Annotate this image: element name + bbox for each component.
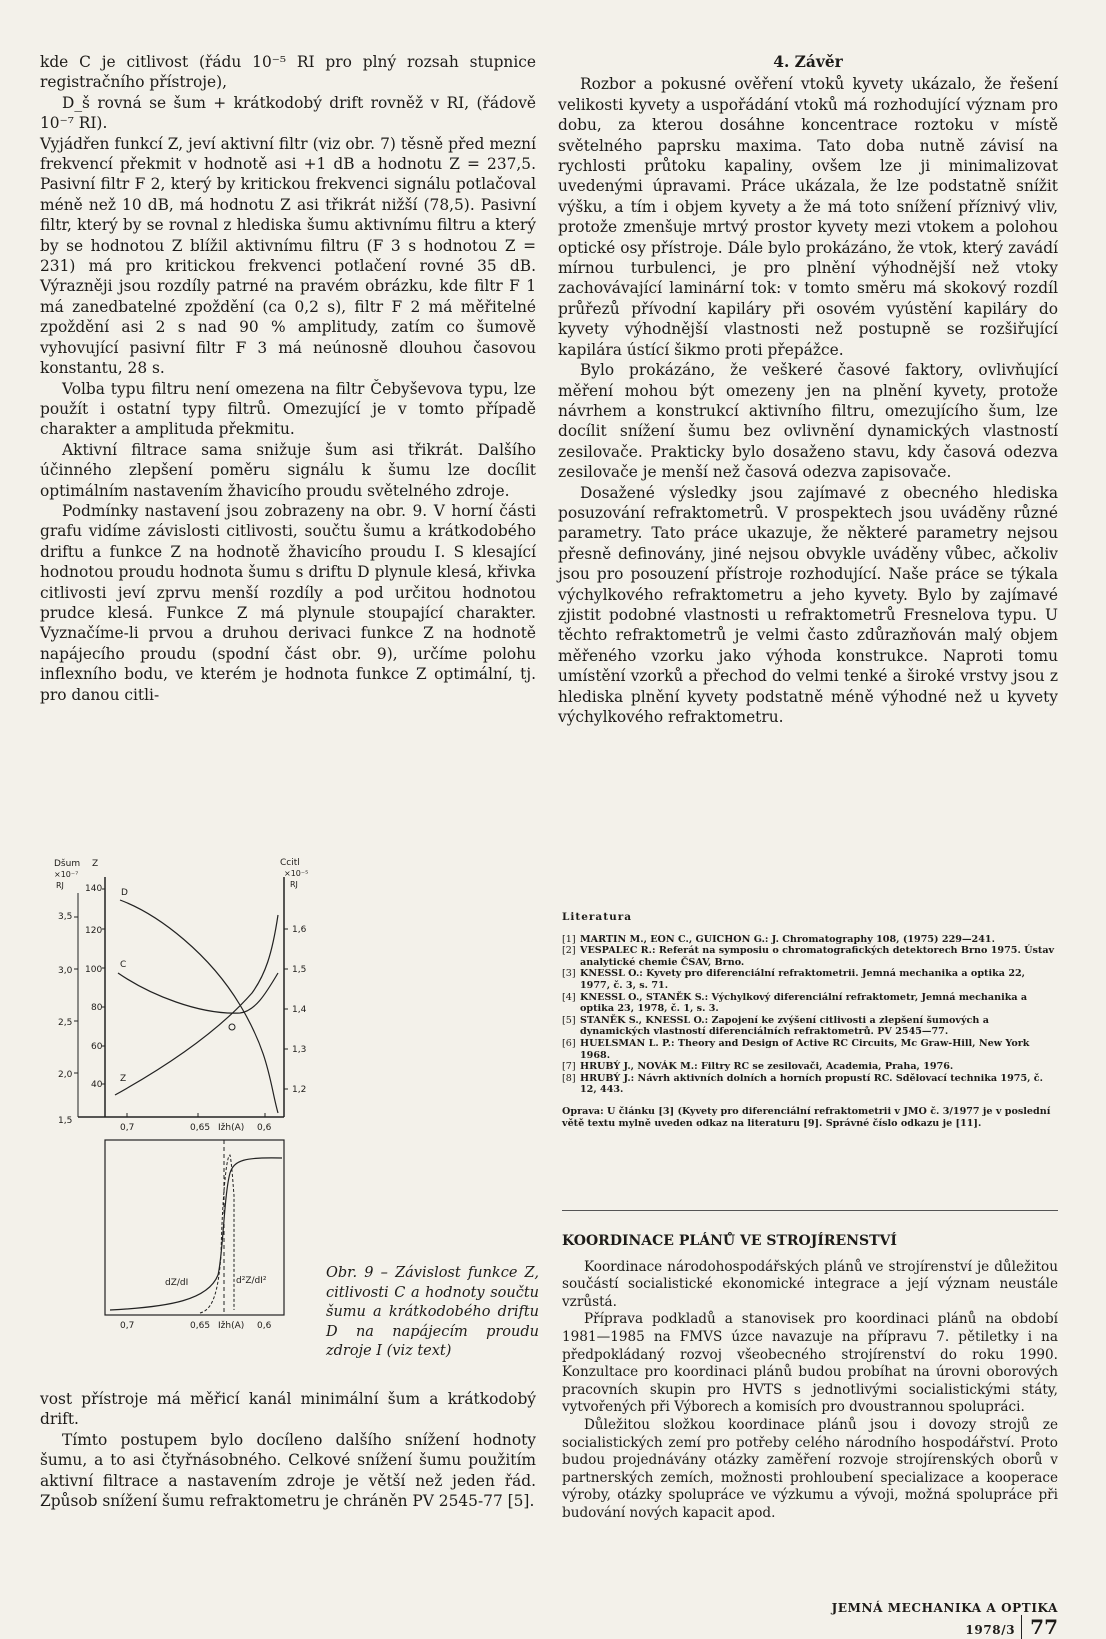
curve-label-d: D (121, 888, 128, 898)
z-tick: 80 (91, 1003, 103, 1013)
c-tick: 1,5 (292, 965, 307, 975)
c-tick: 1,2 (292, 1085, 307, 1095)
first-derivative-label: dZ/dI (165, 1278, 189, 1288)
figure-caption: Obr. 9 – Závislost funkce Z, citlivosti C a hodnoty součtu šumu a krátkodobého driftu D na napájecím proudu zdroje I (viz text) (326, 1265, 539, 1359)
reference-number: [4] (562, 991, 576, 1003)
z-tick: 40 (91, 1080, 103, 1090)
reference-text: STANĚK S., KNESSL O.: Zapojení ke zvýšení citlivosti a zlepšení šumových a dynamických vlastností diferenciálních refraktometrů. PV 2545—77. (580, 1014, 989, 1038)
paragraph: Vyjádřen funkcí Z, jeví aktivní filtr (viz obr. 7) těsně před mezní frekvencí překmit v hodnotě asi +1 dB a hodnotu Z = 237,5. Pasivní filtr F 2, který by kritickou frekvenci signálu potlačoval méně než 10 dB, má hodnotu Z asi třikrát nižší (78,5). Pasivní filtr, který by se rovnal z hlediska šumu aktivnímu filtru a který by se hodnotou Z blížil aktivnímu filtru (F 3 s hodnotou Z = 231) má pro kritickou frekvenci potlačení rovné 35 dB. Výrazněji jsou rozdíly patrné na pravém obrázku, kde filtr F 1 má zanedbatelné zpoždění (ca 0,2 s), filtr F 2 má měřitelné zpoždění asi 2 s nad 90 % amplitudy, zatím co šumově vyhovující pasivní filtr F 3 má neúnosně dlouhou časovou konstantu, 28 s. (40, 134, 536, 378)
x-axis-label: Ižh(A) (218, 1123, 245, 1133)
curve-first-derivative (110, 1158, 282, 1310)
z-tick: 60 (91, 1042, 103, 1052)
z-tick: 140 (85, 884, 103, 894)
paragraph: Volba typu filtru není omezena na filtr Čebyševova typu, lze použít i ostatní typy filtrů. Omezující je v tomto případě charakter a amplituda překmitu. (40, 379, 536, 439)
paragraph: Dosažené výsledky jsou zajímavé z obecného hlediska posuzování refraktometrů. V prospektech jsou uváděny různé parametry. Tato práce ukazuje, že některé parametry nejsou přesně definovány, jiné nejsou obvykle uváděny vůbec, ačkoliv jsou pro posouzení přístroje rozhodující. Naše práce se týkala výchylkového refraktometru a jeho kyvety. Bylo by zajímavé zjistit podobné vlastnosti u refraktometrů Fresnelova typu. U těchto refraktometrů je velmi často zdůrazňován malý objem měřeného vzorku jako výhoda konstrukce. Naproti tomu umístění vzorků a přechod do velmi tenké a široké vrstvy jsou z hlediska plnění kyvety podstatně méně výhodné než u kyvety výchylkového refraktometru. (558, 483, 1058, 726)
paragraph: Příprava podkladů a stanovisek pro koordinaci plánů na období 1981—1985 na FMVS úzce navazuje na přípravu 7. pětiletky i na předpokládaný rozvoj všeobecného strojírenství do roku 1990. Konzultace pro koordinaci plánů budou probíhat na úrovni oborových pracovních skupin pro HVTS s jednotlivými socialistickými státy, vytvořených při Výborech a komisích pro dvoustrannou spolupráci. (562, 1311, 1058, 1416)
figure-9 (40, 855, 340, 1345)
reference-number: [1] (562, 933, 576, 945)
reference-text: VESPALEC R.: Referát na symposiu o chromatografických detektorech Brno 1975. Ústav analytické chemie ČSAV, Brno. (580, 945, 1055, 968)
erratum-note: Oprava: U článku [3] (Kyvety pro diferenciální refraktometrii v JMO č. 3/1977 je v poslední větě textu mylně uveden odkaz na literaturu [9]. Správné číslo odkazu je [11]. (562, 1105, 1051, 1129)
c-axis-unit-2: RJ (290, 880, 298, 889)
figure-top-plot (54, 858, 308, 1133)
reference-number: [7] (562, 1061, 576, 1073)
reference-text: HRUBÝ J., NOVÁK M.: Filtry RC se zesilovači, Academia, Praha, 1976. (580, 1061, 954, 1073)
figure-bottom-plot (105, 1140, 284, 1331)
article-title: KOORDINACE PLÁNŮ VE STROJÍRENSTVÍ (562, 1233, 897, 1249)
paragraph: D_š rovná se šum + krátkodobý drift rovněž v RI, (řádově 10⁻⁷ RI). (40, 93, 536, 133)
left-column-continuation (40, 1389, 536, 1511)
right-column (558, 52, 1058, 727)
page-number: 77 (1021, 1615, 1058, 1639)
reference-item (562, 1038, 1058, 1061)
c-axis-label: Ccitl (280, 858, 300, 868)
x-tick: 0,65 (190, 1123, 211, 1133)
z-tick: 100 (85, 965, 103, 975)
section-title: 4. Závěr (773, 53, 843, 71)
paragraph: Bylo prokázáno, že veškeré časové faktory, ovlivňující měření mohou být omezeny jen na plnění kyvety, protože návrhem a konstrukcí aktivního filtru, omezujícího šum, lze docílit snížení šumu bez ovlivnění dynamických vlastností zesilovače. Prakticky bylo dosaženo stavu, kdy časová odezva zesilovače je menší než časová odezva zapisovače. (558, 361, 1058, 482)
z-axis-label: Z (92, 859, 99, 869)
reference-text: KNESSL O., STANĚK S.: Výchylkový diferenciální refraktometr, Jemná mechanika a optika 23, 1978, č. 1, s. 3. (580, 991, 1028, 1015)
reference-number: [3] (562, 968, 576, 980)
curve-label-c: C (120, 960, 127, 970)
x-tick: 0,65 (190, 1321, 211, 1331)
reference-item (562, 945, 1058, 968)
reference-item (562, 1061, 1058, 1073)
paragraph: Aktivní filtrace sama snižuje šum asi třikrát. Dalšího účinného zlepšení poměru signálu k šumu lze docílit optimálním nastavením žhavicího proudu světelného zdroje. (40, 440, 536, 500)
reference-text: MARTIN M., EON C., GUICHON G.: J. Chromatography 108, (1975) 229—241. (580, 933, 995, 945)
reference-item (562, 968, 1058, 991)
reference-item (562, 992, 1058, 1015)
section-divider (562, 1210, 1058, 1211)
paragraph: Tímto postupem bylo docíleno dalšího snížení hodnoty šumu, a to asi čtyřnásobného. Celkové snížení šumu použitím aktivní filtrace a nastavením zdroje je větší než jeden řád. Způsob snížení šumu refraktometru je chráněn PV 2545-77 [5]. (40, 1430, 536, 1511)
c-tick: 1,6 (292, 925, 307, 935)
reference-text: HRUBÝ J.: Návrh aktivních dolních a horních propustí RC. Sdělovací technika 1975, č. 12, 443. (580, 1072, 1043, 1096)
paragraph: Podmínky nastavení jsou zobrazeny na obr. 9. V horní části grafu vidíme závislosti citlivosti, součtu šumu a krátkodobého driftu a funkce Z na hodnotě žhavicího proudu I. S klesající hodnotou proudu hodnota šumu s driftu D plynule klesá, křivka citlivosti jeví zprvu menší rozdíly a pod určitou hodnotou prudce klesá. Funkce Z má plynule stoupající charakter. Vyznačíme-li prvou a druhou derivaci funkce Z na hodnotě napájecího proudu (spodní část obr. 9), určíme polohu inflexního bodu, ve kterém je hodnota funkce Z optimální, tj. pro danou citli- (40, 501, 536, 704)
reference-number: [8] (562, 1072, 576, 1084)
d-axis-unit: ×10⁻⁷ (54, 870, 79, 879)
d-tick: 2,0 (58, 1070, 73, 1080)
journal-name: JEMNÁ MECHANIKA A OPTIKA 1978/3 (831, 1601, 1058, 1637)
curve-z (115, 915, 278, 1095)
x-axis-label: Ižh(A) (218, 1321, 245, 1331)
reference-text: HUELSMAN L. P.: Theory and Design of Active RC Circuits, Mc Graw-Hill, New York 1968. (580, 1037, 1030, 1061)
paragraph: Rozbor a pokusné ověření vtoků kyvety ukázalo, že řešení velikosti kyvety a uspořádání vtoků má rozhodující význam pro dobu, za kterou dosáhne koncentrace roztoku v místě světelného paprsku maxima. Tato doba nutně závisí na rychlosti průtoku kapaliny, ovšem lze ji minimalizovat uvedenými úpravami. Práce ukázala, že lze podstatně snížit výšku, a tím i objem kyvety a že má toto snížení příznivý vliv, protože zmenšuje mrtvý prostor kyvety mezi vtokem a polohou optické osy přístroje. Dále bylo prokázáno, že vtok, který zavádí mírnou turbulenci, je pro plnění výhodnější než vtoky zachovávající laminární tok: v tomto směru má skokový rozdíl průřezů přívodní kapiláry při osovém vyústění kapiláry do kyvety výhodnější vlastnosti než postupně se rozšiřující kapilára ústící šikmo proti přepážce. (558, 75, 1058, 359)
reference-number: [2] (562, 945, 576, 957)
x-tick: 0,6 (257, 1321, 272, 1331)
paragraph: Koordinace národohospodářských plánů ve strojírenství je důležitou součástí socialistické ekonomické integrace a její význam neustále vzrůstá. (562, 1258, 1058, 1310)
x-tick: 0,6 (257, 1123, 272, 1133)
curve-c (118, 973, 278, 1013)
paragraph: vost přístroje má měřicí kanál minimální šum a krátkodobý drift. (40, 1390, 536, 1429)
reference-number: [5] (562, 1014, 576, 1026)
d-tick: 1,5 (58, 1116, 73, 1126)
page-footer (748, 1601, 1058, 1639)
paragraph: kde C je citlivost (řádu 10⁻⁵ RI pro plný rozsah stupnice registračního přístroje), (40, 53, 536, 92)
d-tick: 2,5 (58, 1018, 73, 1028)
c-tick: 1,4 (292, 1005, 307, 1015)
d-axis-label: Dšum (54, 859, 81, 869)
left-column (40, 52, 536, 705)
literature-title: Literatura (562, 911, 633, 923)
reference-item (562, 1015, 1058, 1038)
c-axis-unit: ×10⁻⁵ (284, 869, 309, 878)
c-tick: 1,3 (292, 1045, 307, 1055)
d-axis-unit-2: RJ (56, 881, 64, 890)
reference-item (562, 1073, 1058, 1096)
z-tick: 120 (85, 926, 103, 936)
reference-number: [6] (562, 1037, 576, 1049)
d-tick: 3,5 (58, 912, 73, 922)
reference-item (562, 934, 1058, 946)
paragraph: Důležitou složkou koordinace plánů jsou i dovozy strojů ze socialistických zemí pro potřeby celého národního hospodářství. Proto budou projednávány otázky zaměření rozvoje strojírenských oborů v partnerských zemích, možnosti prohloubení specializace a kooperace výroby, otázky spolupráce ve výzkumu a vývoji, možná spolupráce při budování nových kapacit apod. (562, 1416, 1058, 1521)
x-tick: 0,7 (120, 1123, 135, 1133)
second-derivative-label: d²Z/dI² (236, 1276, 267, 1286)
literature-section (562, 912, 1058, 1129)
koordinace-article (562, 1233, 1058, 1523)
curve-label-z: Z (120, 1074, 127, 1084)
d-tick: 3,0 (58, 966, 73, 976)
reference-text: KNESSL O.: Kyvety pro diferenciální refraktometrii. Jemná mechanika a optika 22, 1977, č. 3, s. 71. (580, 968, 1026, 991)
x-tick: 0,7 (120, 1321, 135, 1331)
